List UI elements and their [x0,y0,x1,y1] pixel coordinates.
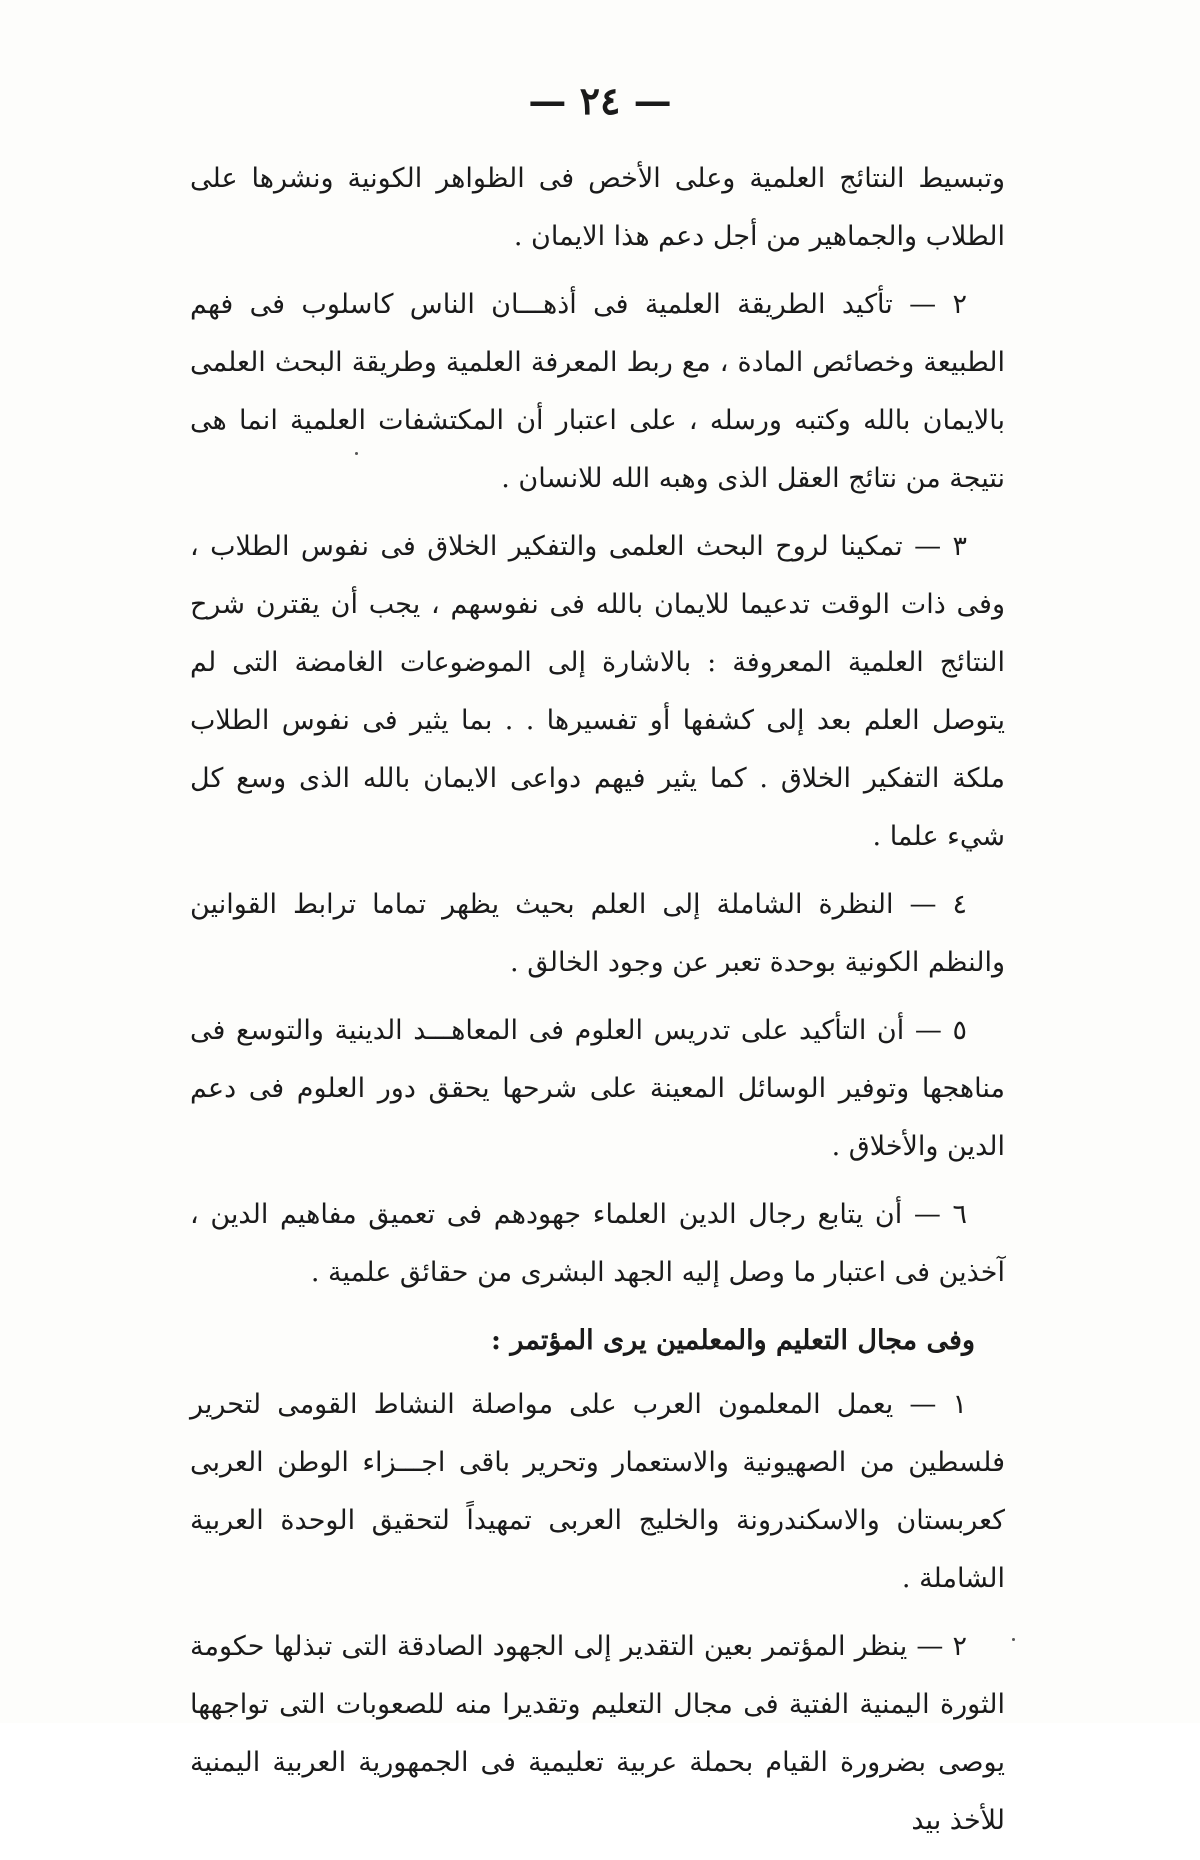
page-number: — ٢٤ — [528,78,672,123]
page-body [190,150,1005,1860]
paragraph-continuation: وتبسيط النتائج العلمية وعلى الأخص فى الظواهر الكونية ونشرها على الطلاب والجماهير من أجل دعم هذا الايمان . [190,163,1005,252]
paragraph-item-2: ٢ — تأكيد الطريقة العلمية فى أذهـــان الناس كاسلوب فى فهم الطبيعة وخصائص المادة ، مع ربط المعرفة العلمية وطريقة البحث العلمى بالايمان بالله وكتبه ورسله ، على اعتبار أن المكتشفات العلمية انما هى نتيجة من نتائج العقل الذى وهبه الله للانسان . [190,289,1005,494]
paragraph-item-6: ٦ — أن يتابع رجال الدين العلماء جهودهم فى تعميق مفاهيم الدين ، آخذين فى اعتبار ما وصل إليه الجهد البشرى من حقائق علمية . [190,1199,1005,1288]
paragraph-recommendation-1: ١ — يعمل المعلمون العرب على مواصلة النشاط القومى لتحرير فلسطين من الصهيونية والاستعمار وتحرير باقى اجـــزاء الوطن العربى كعربستان والاسكندرونة والخليج العربى تمهيداً لتحقيق الوحدة العربية الشاملة . [190,1389,1005,1594]
section-heading: وفى مجال التعليم والمعلمين يرى المؤتمر : [490,1325,975,1356]
paragraph-item-4: ٤ — النظرة الشاملة إلى العلم بحيث يظهر تماما ترابط القوانين والنظم الكونية بوحدة تعبر عن وجود الخالق . [190,889,1005,978]
paragraph-recommendation-2: ٢ — ينظر المؤتمر بعين التقدير إلى الجهود الصادقة التى تبذلها حكومة الثورة اليمنية الفتية فى مجال التعليم وتقديرا منه للصعوبات التى تواجهها يوصى بضرورة القيام بحملة عربية تعليمية فى الجمهورية العربية اليمنية للأخذ بيد [190,1631,1005,1836]
scan-speck [355,452,358,455]
paragraph-item-3: ٣ — تمكينا لروح البحث العلمى والتفكير الخلاق فى نفوس الطلاب ، وفى ذات الوقت تدعيما للايمان بالله فى نفوسهم ، يجب أن يقترن شرح النتائج العلمية المعروفة : بالاشارة إلى الموضوعات الغامضة التى لم يتوصل العلم بعد إلى كشفها أو تفسيرها . . بما يثير فى نفوس الطلاب ملكة التفكير الخلاق . كما يثير فيهم دواعى الايمان بالله الذى وسع كل شيء علما . [190,531,1005,852]
scan-speck [1012,1638,1015,1641]
paragraph-item-5: ٥ — أن التأكيد على تدريس العلوم فى المعاهـــد الدينية والتوسع فى مناهجها وتوفير الوسائل المعينة على شرحها يحقق دور العلوم فى دعم الدين والأخلاق . [190,1015,1005,1162]
